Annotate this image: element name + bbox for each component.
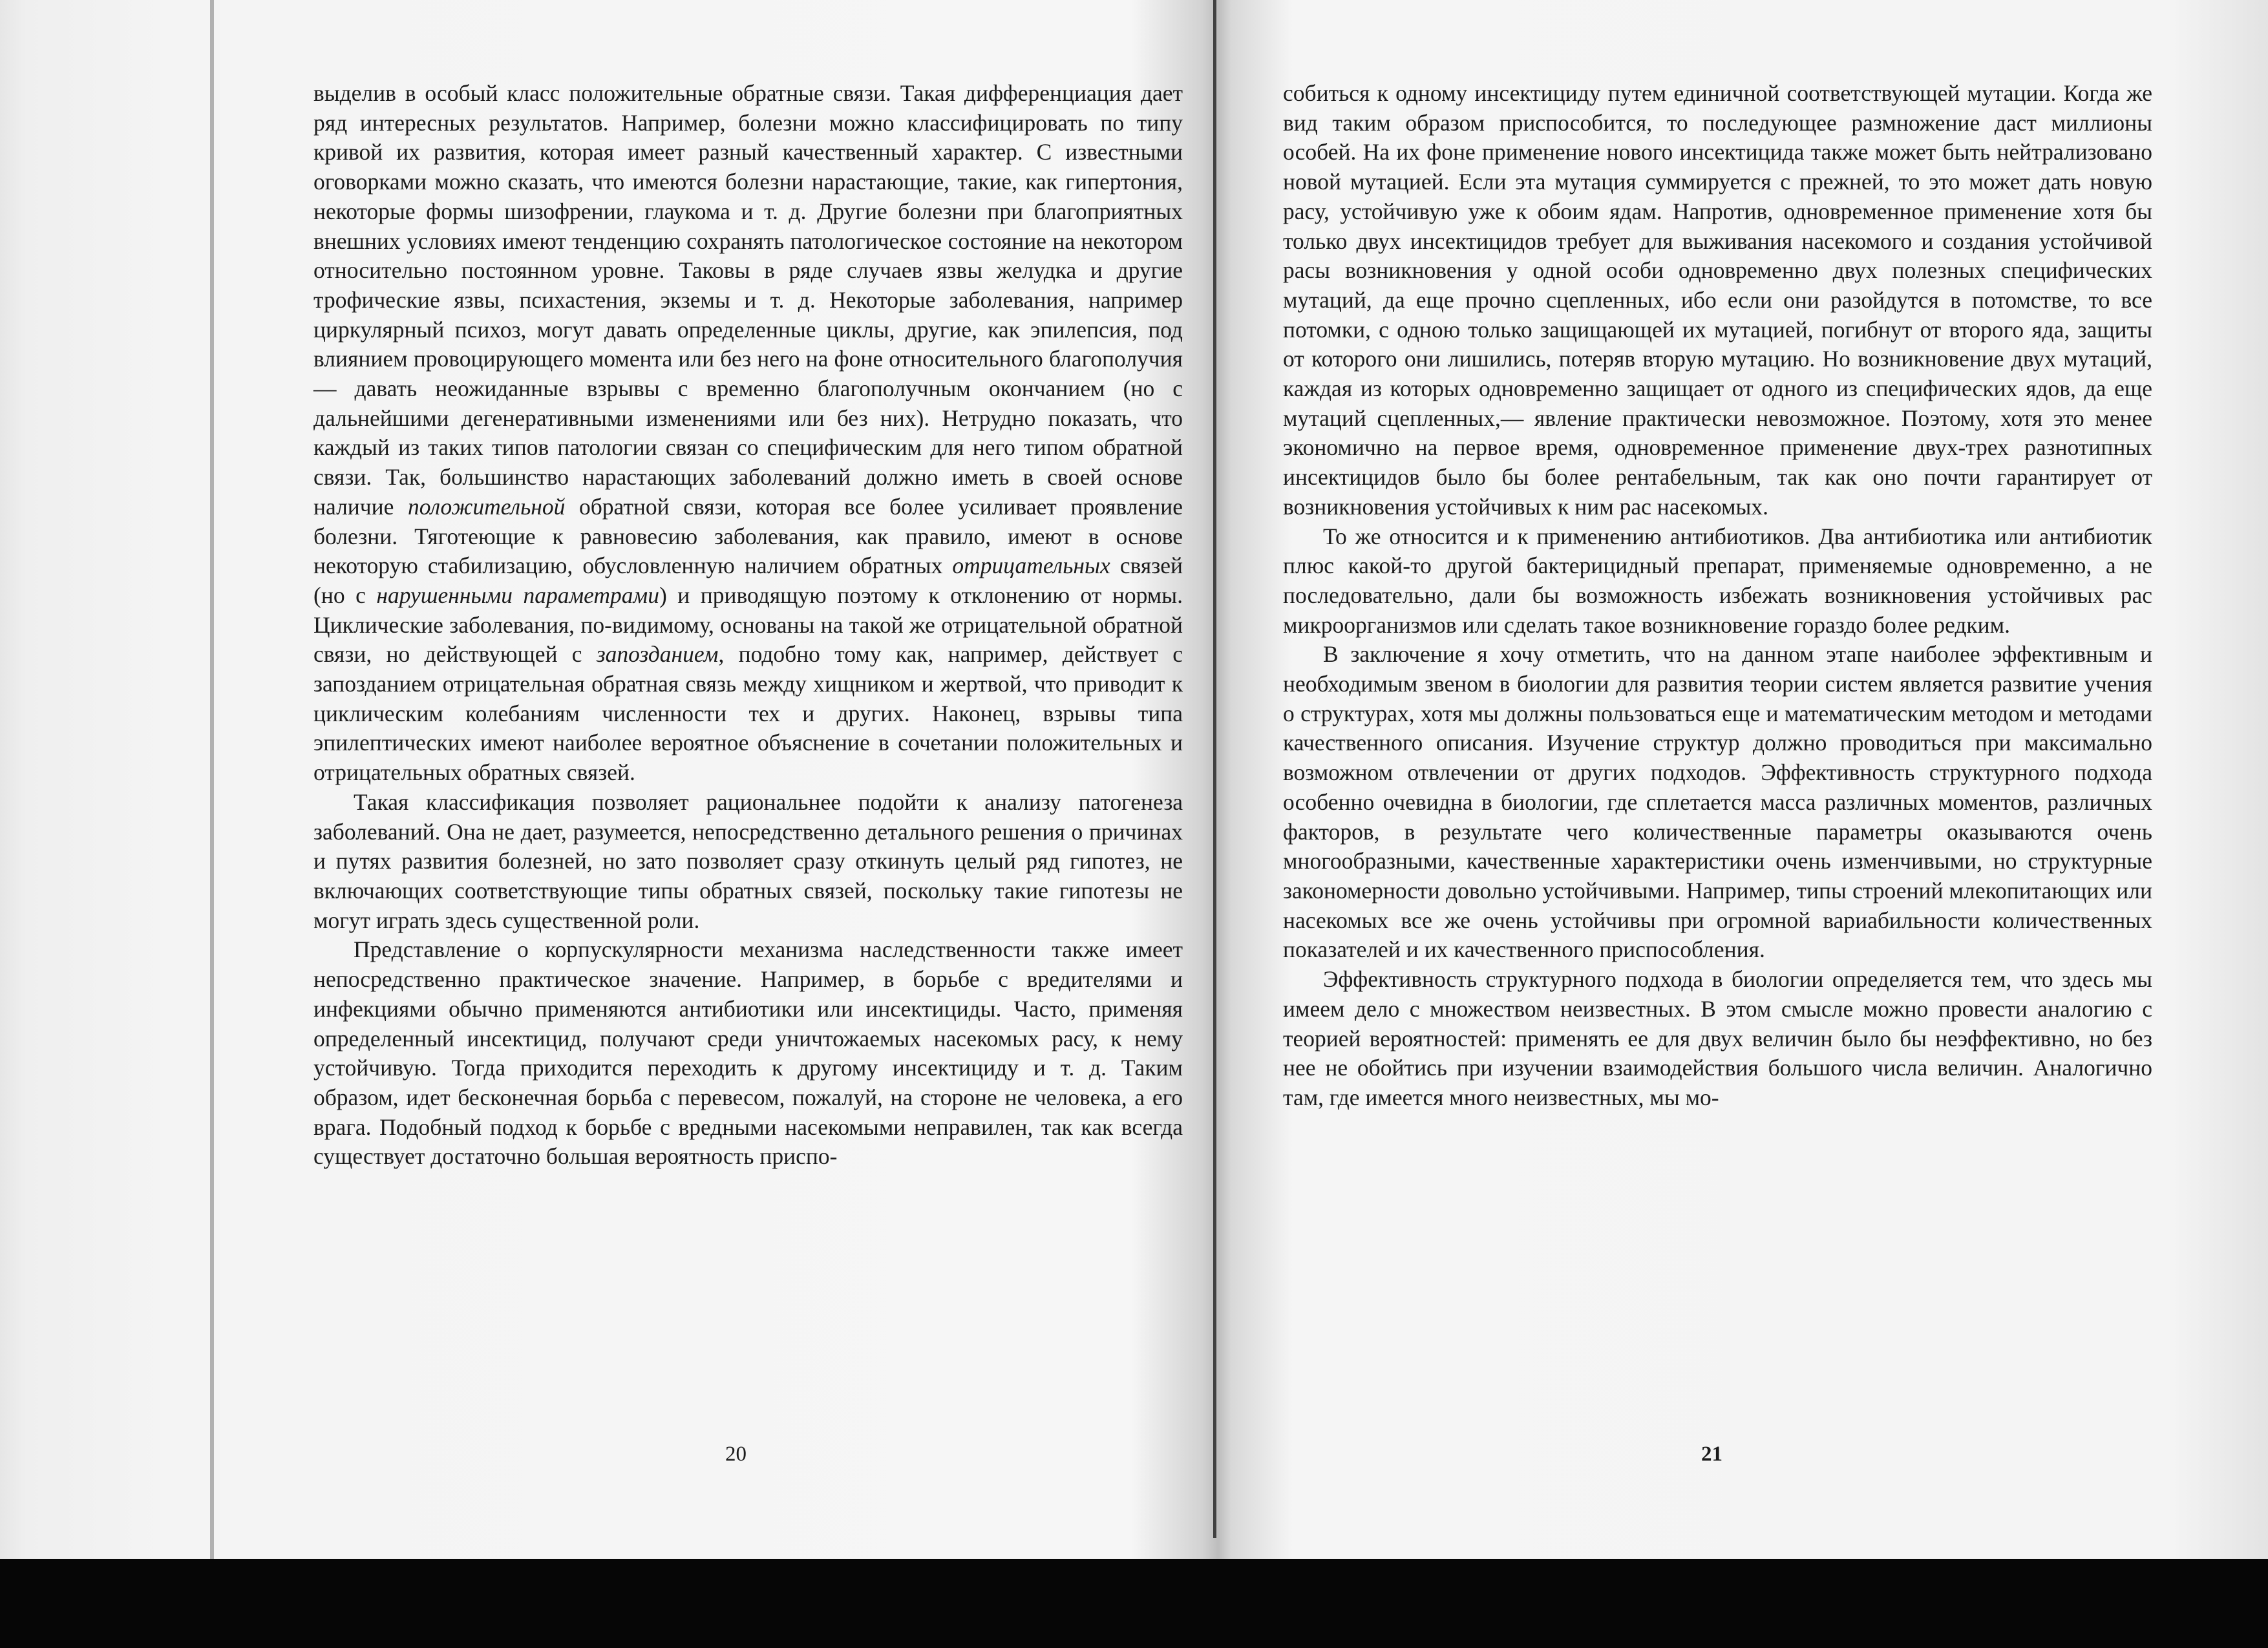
scanner-background — [0, 1559, 2268, 1648]
left-page-text — [313, 79, 1183, 1172]
text-run: Представление о корпускулярности механизма наследственности также имеет непосредственно практическое значение. Например, в борьбе с вредителями и инфекциями обычно применяются антибиотики или инсектициды. Часто, применяя определенный инсектицид, получают среди уничтожаемых насекомых расу, к нему устойчивую. Тогда приходится переходить к другому инсектициду и т. д. Таким образом, идет бесконечная борьба с перевесом, пожалуй, на стороне не человека, а его врага. Подобный подход к борьбе с вредными насекомыми неправилен, так как всегда существует достаточно большая вероятность приспо- — [313, 936, 1183, 1170]
italic-text: отрицательных — [952, 553, 1110, 579]
right-page-number: 21 — [1701, 1442, 1722, 1466]
italic-text: запозданием — [596, 641, 719, 668]
italic-text: положительной — [407, 493, 566, 520]
text-run: выделив в особый класс положительные обратные связи. Такая дифференциация дает ряд интересных результатов. Например, болезни можно классифицировать по типу кривой их развития, которая имеет разный качественный характер. С известными оговорками можно сказать, что имеются болезни нарастающие, такие, как гипертония, некоторые формы шизофрении, глаукома и т. д. Другие болезни при благоприятных внешних условиях имеют тенденцию сохранять патологическое состояние на некотором относительно постоянном уровне. Таковы в ряде случаев язвы желудка и другие трофические язвы, психастения, экземы и т. д. Некоторые заболевания, например циркулярный психоз, могут давать определенные циклы, другие, как эпилепсия, под влиянием провоцирующего момента или без него на фоне относительного благополучия — давать неожиданные взрывы с временно благополучным окончанием (но с дальнейшими дегенеративными изменениями или без них). Нетрудно показать, что каждый из таких типов патологии связан со специфическим для него типом обратной связи. Так, большинство нарастающих заболеваний должно иметь в своей основе наличие — [313, 80, 1183, 520]
text-run: , подобно тому как, например, действует с запозданием отрицательная обратная связь между хищником и жертвой, что приводит к циклическим колебаниям численности тех и других. Наконец, взрывы типа эпилептических имеют наиболее вероятное объяснение в сочетании положительных и отрицательных обратных связей. — [313, 641, 1183, 786]
paragraph — [313, 935, 1183, 1172]
paragraph — [1283, 640, 2152, 965]
text-run: ) и приводящую поэтому к отклонению от нормы. Циклические заболевания, по-видимому, основаны на такой же отрицательной обратной связи, но действующей с — [313, 582, 1183, 668]
text-run: собиться к одному инсектициду путем единичной соответствующей мутации. Когда же вид таким образом приспособится, то последующее размножение даст миллионы особей. На их фоне применение нового инсектицида также может быть нейтрализовано новой мутацией. Если эта мутация суммируется с прежней, то это может дать новую расу, устойчивую уже к обоим ядам. Напротив, одновременное применение хотя бы только двух инсектицидов требует для выживания насекомого и создания устойчивой расы возникновения у одной особи одновременно двух полезных специфических мутаций, да еще прочно сцепленных, ибо если они разойдутся в потомстве, то все потомки, с одною только защищающей их мутацией, погибнут от второго яда, защиты от которого они лишились, потеряв вторую мутацию. Но возникновение двух мутаций, каждая из которых одновременно защищает от одного из специфических ядов, да еще мутаций сцепленных,— явление практически невозможное. Поэтому, хотя это менее экономично на первое время, одновременное применение двух-трех разнотипных инсектицидов было бы более рентабельным, так как оно почти гарантирует от возникновения устойчивых к ним рас насекомых. — [1283, 80, 2152, 520]
left-page-number: 20 — [725, 1442, 747, 1466]
text-run: В заключение я хочу отметить, что на данном этапе наиболее эффективным и необходимым звеном в биологии для развития теории систем является развитие учения о структурах, хотя мы должны пользоваться еще и математическим методом и методами качественного описания. Изучение структур должно проводиться при максимально возможном отвлечении от других подходов. Эффективность структурного подхода особенно очевидна в биологии, где сплетается масса различных моментов, различных факторов, в результате чего количественные параметры оказываются очень многообразными, качественные характеристики очень изменчивыми, но структурные закономерности довольно устойчивыми. Например, типы строений млекопитающих или насекомых все же очень устойчивы при огромной вариабильности количественных показателей и их качественного приспособления. — [1283, 641, 2152, 963]
paragraph — [313, 788, 1183, 936]
paragraph — [1283, 79, 2152, 522]
text-run: То же относится и к применению антибиотиков. Два антибиотика или антибиотик плюс какой-то другой бактерицидный препарат, применяемые одновременно, а не последовательно, дали бы возможность избежать возникновения устойчивых рас микроорганизмов или сделать такое возникновение гораздо более редким. — [1283, 523, 2152, 638]
paragraph — [1283, 522, 2152, 640]
paragraph — [1283, 965, 2152, 1113]
text-run: Такая классификация позволяет рациональнее подойти к анализу патогенеза заболеваний. Она не дает, разумеется, непосредственно детального решения о причинах и путях развития болезней, но зато позволяет сразу откинуть целый ряд гипотез, не включающих соответствующие типы обратных связей, поскольку такие гипотезы не могут играть здесь существенной роли. — [313, 788, 1183, 933]
book-gutter — [1213, 0, 1216, 1538]
italic-text: нарушенными параметрами — [376, 582, 659, 608]
page-edge-shadow — [210, 0, 214, 1559]
text-run: Эффективность структурного подхода в биологии определяется тем, что здесь мы имеем дело с множеством неизвестных. В этом смысле можно провести аналогию с теорией вероятностей: применять ее для двух величин было бы неэффективно, но без нее не обойтись при изучении взаимодействия большого числа величин. Аналогично там, где имеется много неизвестных, мы мо- — [1283, 966, 2152, 1110]
right-page-text — [1283, 79, 2152, 1113]
text-run: связей (но с — [313, 553, 1183, 608]
text-run: обратной связи, которая все более усиливает проявление болезни. Тяготеющие к равновесию заболевания, как правило, имеют в основе некоторую стабилизацию, обусловленную наличием обратных — [313, 493, 1183, 579]
paragraph — [313, 79, 1183, 788]
